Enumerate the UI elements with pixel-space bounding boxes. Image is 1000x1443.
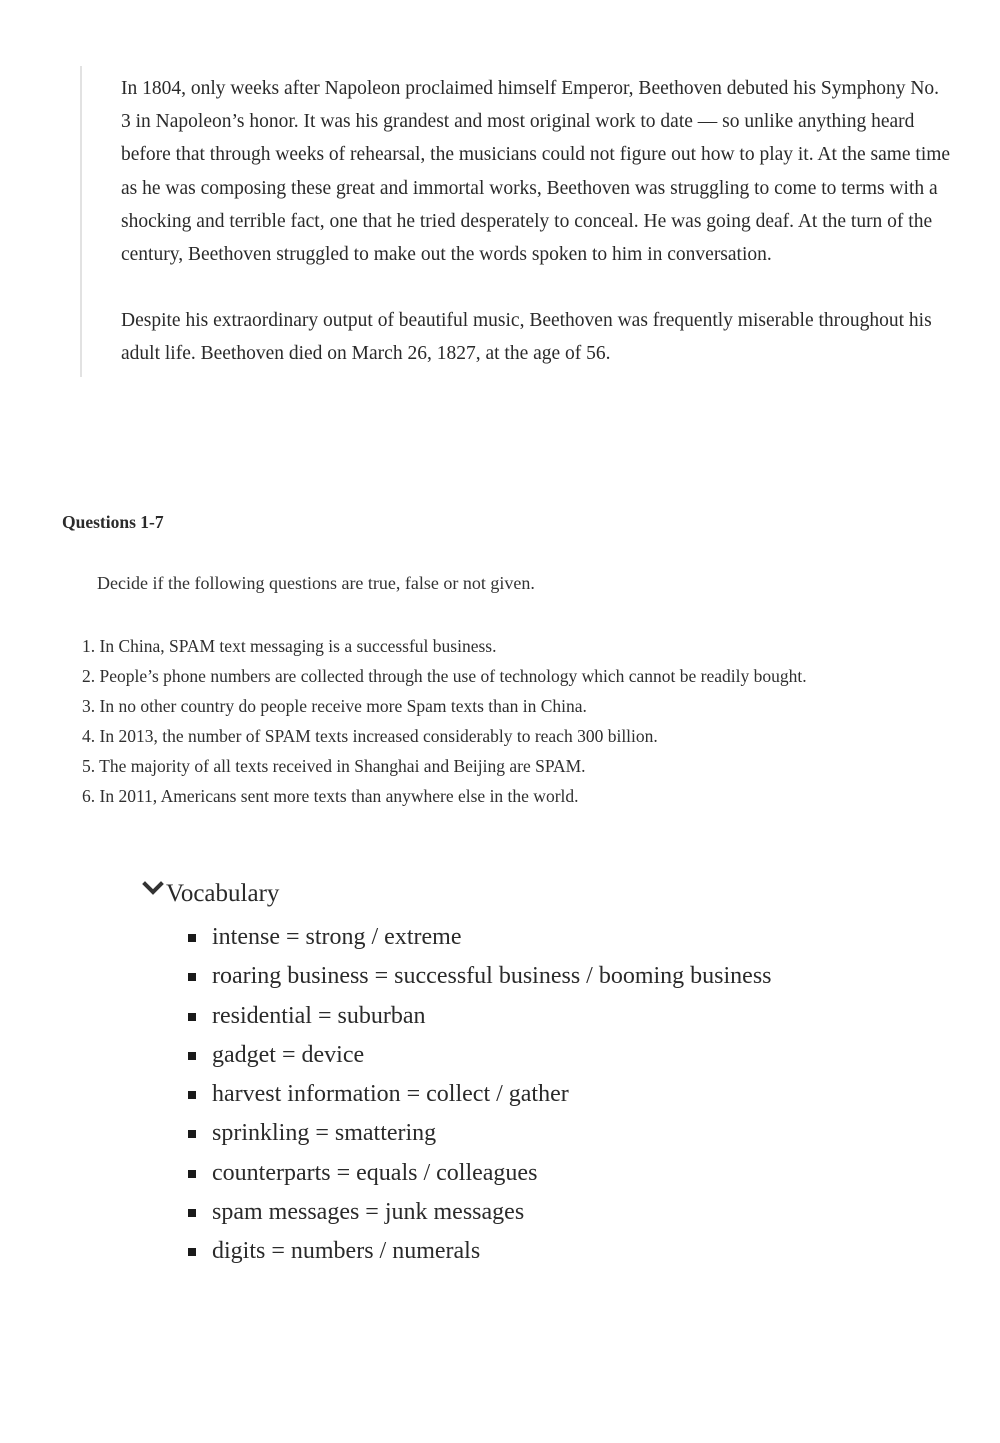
vocabulary-item-text: digits = numbers / numerals	[212, 1238, 481, 1265]
question-item: 3. In no other country do people receive more Spam texts than in China.	[82, 696, 587, 717]
vocabulary-item	[188, 957, 772, 996]
vocabulary-item-text: harvest information = collect / gather	[212, 1081, 569, 1108]
vocabulary-item	[188, 1154, 772, 1193]
questions-instructions: Decide if the following questions are true, false or not given.	[97, 573, 535, 593]
bullet-icon	[188, 973, 196, 981]
vocabulary-item	[188, 1232, 772, 1271]
vocabulary-item-text: gadget = device	[212, 1041, 365, 1068]
bullet-icon	[188, 1209, 196, 1217]
passage-paragraph: Despite his extraordinary output of beautiful music, Beethoven was frequently miserable throughout his adult life. Beethoven died on March 26, 1827, at the age of 56.	[121, 310, 932, 365]
vocabulary-item-text: sprinkling = smattering	[212, 1120, 437, 1147]
vocabulary-item	[188, 918, 772, 957]
bullet-icon	[188, 1248, 196, 1256]
vocabulary-title: Vocabulary	[166, 880, 280, 907]
vocabulary-item-text: intense = strong / extreme	[212, 924, 462, 950]
bullet-icon	[188, 934, 196, 942]
question-item: 6. In 2011, Americans sent more texts than anywhere else in the world.	[82, 786, 579, 807]
question-item: 1. In China, SPAM text messaging is a successful business.	[82, 636, 497, 656]
bullet-icon	[188, 1013, 196, 1021]
passage-paragraph: In 1804, only weeks after Napoleon proclaimed himself Emperor, Beethoven debuted his Symphony No. 3 in Napoleon’s honor. It was his grandest and most original work to date — so unlike anything heard before that through weeks of rehearsal, the musicians could not figure out how to play it. At the same time as he was composing these great and immortal works, Beethoven was struggling to come to terms with a shocking and terrible fact, one that he tried desperately to conceal. He was going deaf. At the turn of the century, Beethoven struggled to make out the words spoken to him in conversation.	[121, 78, 951, 266]
chevron-down-icon	[142, 880, 164, 898]
vocabulary-item-text: spam messages = junk messages	[212, 1199, 525, 1226]
question-item: 4. In 2013, the number of SPAM texts increased considerably to reach 300 billion.	[82, 726, 658, 747]
vocabulary-item	[188, 1114, 772, 1153]
vocabulary-section	[142, 880, 772, 1265]
questions-heading: Questions 1-7	[62, 512, 164, 532]
question-item: 5. The majority of all texts received in Shanghai and Beijing are SPAM.	[82, 756, 586, 777]
vocabulary-item-text: counterparts = equals / colleagues	[212, 1159, 538, 1186]
bullet-icon	[188, 1130, 196, 1138]
vocabulary-list	[188, 918, 772, 1272]
vocabulary-toggle[interactable]	[142, 880, 279, 908]
question-item: 2. People’s phone numbers are collected through the use of technology which cannot be readily bought.	[82, 666, 807, 687]
vocabulary-item-text: roaring business = successful business / booming business	[212, 963, 772, 990]
question-list	[82, 631, 807, 812]
vocabulary-item	[188, 997, 772, 1036]
bullet-icon	[188, 1170, 196, 1178]
vocabulary-item	[188, 1075, 772, 1114]
bullet-icon	[188, 1052, 196, 1060]
vocabulary-item-text: residential = suburban	[212, 1002, 426, 1029]
passage-blockquote	[80, 66, 951, 377]
vocabulary-item	[188, 1193, 772, 1232]
vocabulary-item	[188, 1036, 772, 1075]
bullet-icon	[188, 1091, 196, 1099]
